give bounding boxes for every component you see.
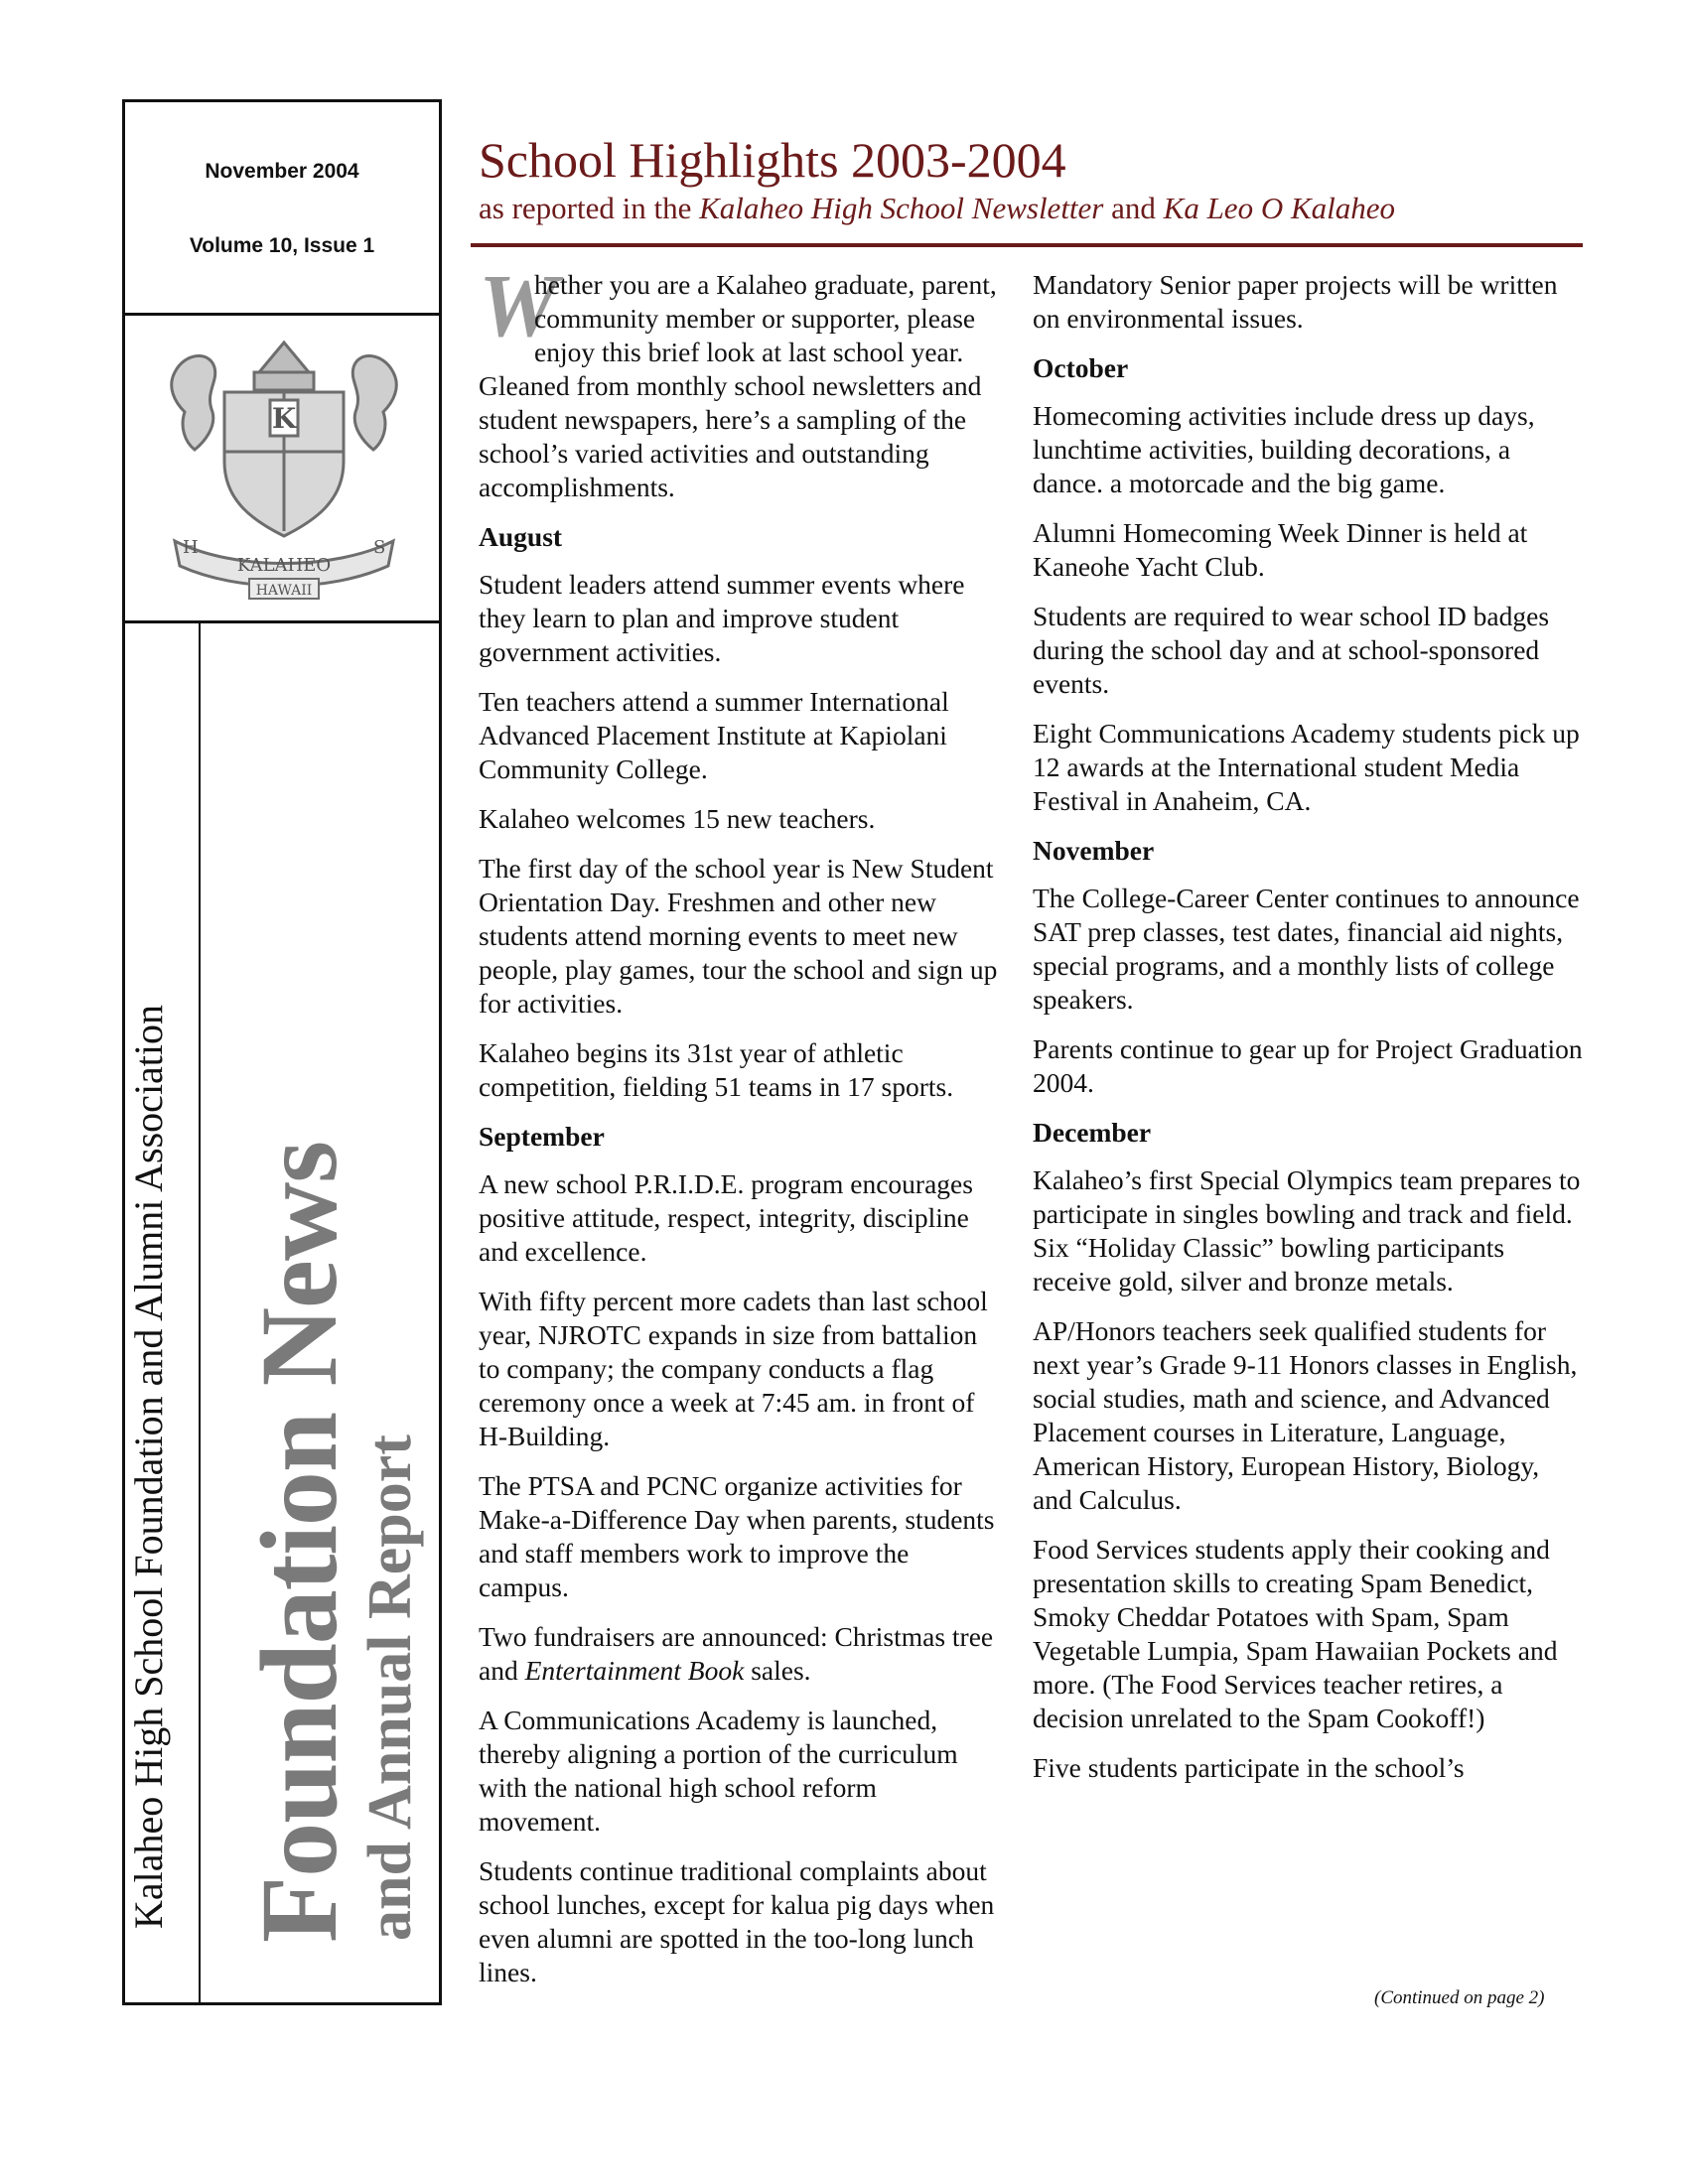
intro-text: hether you are a Kalaheo graduate, parent, community member or supporter, please enjoy this brief look at last school year. Gleaned from monthly school newsletters and student newspapers, here’s a sampling of the school’s varied activities and outstanding accomplishments.: [479, 269, 997, 502]
paragraph: Alumni Homecoming Week Dinner is held at Kaneohe Yacht Club.: [1033, 517, 1528, 582]
drop-cap: W: [479, 257, 559, 355]
paragraph: Food Services students apply their cooking and presentation skills to creating Spam Benedict, Smoky Cheddar Potatoes with Spam, Spam Vegetable Lumpia, Spam Hawaiian Pockets and more. (The Food Services teacher retires, a decision unrelated to the Spam Cookoff!): [1033, 1534, 1558, 1733]
paragraph: Student leaders attend summer events where they learn to plan and improve student government activities.: [479, 569, 965, 667]
subtitle-publication-1: Kalaheo High School Newsletter: [699, 191, 1104, 225]
paragraph: The College-Career Center continues to announce SAT prep classes, test dates, financial aid nights, special programs, and a monthly lists of college speakers.: [1033, 883, 1580, 1015]
article-column-1: [479, 257, 1005, 2005]
paragraph: Ten teachers attend a summer International Advanced Placement Institute at Kapiolani Community College.: [479, 686, 949, 784]
heading-september: September: [479, 1121, 605, 1152]
heading-august: August: [479, 521, 563, 552]
paragraph: Students are required to wear school ID badges during the school day and at school-sponsored events.: [1033, 601, 1550, 699]
paragraph: AP/Honors teachers seek qualified students for next year’s Grade 9-11 Honors classes in English, social studies, math and science, and Advanced Placement courses in Literature, Language, American History, European History, Biology, and Calculus.: [1033, 1315, 1578, 1515]
svg-text:KALAHEO: KALAHEO: [236, 555, 332, 576]
school-crest-icon: [155, 333, 413, 601]
subtitle-publication-2: Ka Leo O Kalaheo: [1163, 191, 1396, 225]
paragraph: Parents continue to gear up for Project Graduation 2004.: [1033, 1033, 1583, 1098]
association-name: Kalaheo High School Foundation and Alumni Association: [126, 1004, 171, 1929]
paragraph: The PTSA and PCNC organize activities for Make-a-Difference Day when parents, students and staff members work to improve the campus.: [479, 1470, 995, 1602]
paragraph: Homecoming activities include dress up days, lunchtime activities, building decorations, a dance. a motorcade and the big game.: [1033, 400, 1535, 498]
fundraiser-italic: Entertainment Book: [524, 1655, 745, 1686]
paragraph: Mandatory Senior paper projects will be written on environmental issues.: [1033, 269, 1558, 334]
paragraph: The first day of the school year is New Student Orientation Day. Freshmen and other new students attend morning events to meet new people, play games, tour the school and sign up for activities.: [479, 853, 998, 1019]
header-rule: [471, 243, 1583, 247]
intro-paragraph: [479, 257, 1005, 504]
svg-text:K: K: [271, 402, 297, 435]
issue-info: [125, 102, 439, 316]
sidebar: [122, 99, 442, 2005]
paragraph: Students continue traditional complaints about school lunches, except for kalua pig days when even alumni are spotted in the too-long lunch lines.: [479, 1855, 995, 1987]
svg-text:HAWAII: HAWAII: [255, 583, 313, 599]
svg-text:H: H: [183, 537, 199, 558]
crest-panel: [125, 313, 439, 623]
newsletter-title: Foundation News: [238, 1141, 359, 1943]
paragraph: Eight Communications Academy students pick up 12 awards at the International student Media Festival in Anaheim, CA.: [1033, 718, 1580, 816]
subtitle-prefix: as reported in the: [479, 191, 700, 225]
fundraiser-prefix: Two fundraisers are announced: Christmas tree and: [479, 1621, 994, 1686]
paragraph: A new school P.R.I.D.E. program encourages positive attitude, respect, integrity, discipline and excellence.: [479, 1168, 973, 1267]
fundraiser-suffix: sales.: [744, 1655, 811, 1686]
issue-volume: Volume 10, Issue 1: [189, 234, 375, 257]
svg-text:S: S: [373, 537, 386, 558]
newsletter-subtitle: and Annual Report: [356, 1434, 424, 1941]
heading-november: November: [1033, 835, 1155, 866]
masthead-divider: [199, 620, 201, 2002]
page-subtitle: [479, 193, 1395, 223]
heading-december: December: [1033, 1117, 1152, 1148]
paragraph: Kalaheo begins its 31st year of athletic competition, fielding 51 teams in 17 sports.: [479, 1037, 954, 1102]
issue-date: November 2004: [205, 160, 359, 183]
page-title: School Highlights 2003-2004: [479, 132, 1066, 188]
paragraph: Five students participate in the school’s: [1033, 1752, 1465, 1783]
continued-note: (Continued on page 2): [1374, 1987, 1545, 2008]
paragraph: Kalaheo welcomes 15 new teachers.: [479, 803, 876, 834]
paragraph: With fifty percent more cadets than last school year, NJROTC expands in size from battalion to company; the company conducts a flag ceremony once a week at 7:45 am. in front of H-Building.: [479, 1286, 988, 1451]
article-column-2: [1033, 268, 1584, 1801]
heading-october: October: [1033, 352, 1129, 383]
masthead-vertical: [125, 620, 439, 2002]
paragraph-fundraisers: [479, 1620, 1005, 1688]
paragraph: Kalaheo’s first Special Olympics team prepares to participate in singles bowling and track and field. Six “Holiday Classic” bowling participants receive gold, silver and bronze metals.: [1033, 1164, 1581, 1297]
subtitle-mid: and: [1103, 191, 1164, 225]
paragraph: A Communications Academy is launched, thereby aligning a portion of the curriculum with the national high school reform movement.: [479, 1705, 958, 1837]
